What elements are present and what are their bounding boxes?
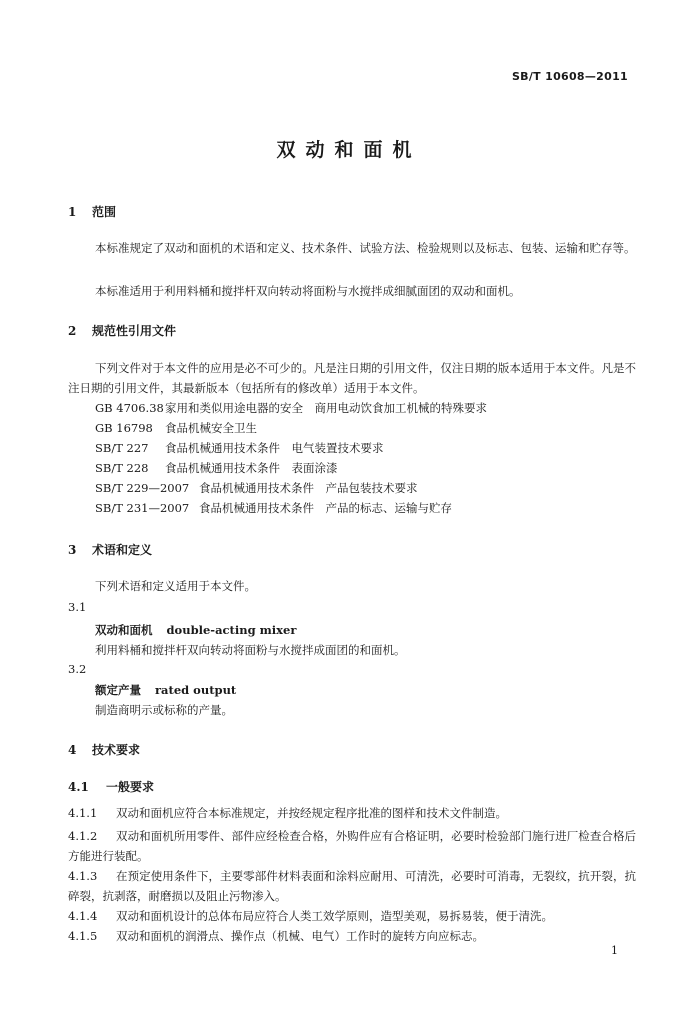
clause-text: 双动和面机的润滑点、操作点（机械、电气）工作时的旋转方向应标志。 <box>116 929 484 943</box>
section-number: 4 <box>68 743 77 757</box>
clause-text: 在预定使用条件下，主要零部件材料表面和涂料应耐用、可清洗，必要时可消毒，无裂纹，抗开裂，抗碎裂，抗剥落，耐磨损以及阻止污物渗入。 <box>68 869 636 903</box>
section-2-paragraph-1: 下列文件对于本文件的应用是必不可少的。凡是注日期的引用文件，仅注日期的版本适用于本文件。凡是不注日期的引用文件，其最新版本（包括所有的修改单）适用于本文件。 <box>68 361 636 395</box>
clause-4-1-4 <box>68 906 636 926</box>
section-title: 范围 <box>92 205 117 219</box>
reference-title: 家用和类似用途电器的安全 商用电动饮食加工机械的特殊要求 <box>165 401 487 415</box>
section-2-heading <box>68 322 176 339</box>
clause-4-1-3 <box>68 866 636 906</box>
section-3-paragraph-1: 下列术语和定义适用于本文件。 <box>95 579 256 593</box>
term-number: 3.2 <box>68 662 87 676</box>
clause-text: 双动和面机应符合本标准规定，并按经规定程序批准的图样和技术文件制造。 <box>116 806 507 820</box>
clause-number: 4.1.5 <box>68 929 98 943</box>
clause-number: 4.1.3 <box>68 869 98 883</box>
reference-item <box>95 460 338 476</box>
section-number: 3 <box>68 543 77 557</box>
page-number: 1 <box>611 944 618 957</box>
term-chinese: 额定产量 <box>95 683 141 697</box>
term-number: 3.1 <box>68 600 87 614</box>
subsection-number: 4.1 <box>68 780 89 794</box>
clause-number: 4.1.2 <box>68 829 98 843</box>
subsection-4-1-heading <box>68 778 154 795</box>
standard-code: SB/T 10608—2011 <box>511 70 628 83</box>
clause-4-1-5 <box>68 926 636 946</box>
section-number: 2 <box>68 324 77 338</box>
reference-title: 食品机械通用技术条件 表面涂漆 <box>165 461 338 475</box>
term-heading <box>95 622 296 638</box>
section-title: 技术要求 <box>92 743 141 757</box>
reference-title: 食品机械通用技术条件 产品包装技术要求 <box>199 481 418 495</box>
term-chinese: 双动和面机 <box>95 623 153 637</box>
reference-title: 食品机械安全卫生 <box>165 421 257 435</box>
reference-item <box>95 420 257 436</box>
section-1-heading <box>68 203 116 220</box>
reference-title: 食品机械通用技术条件 产品的标志、运输与贮存 <box>199 501 452 515</box>
term-definition: 利用料桶和搅拌杆双向转动将面粉与水搅拌成面团的和面机。 <box>95 643 406 657</box>
section-3-heading <box>68 541 152 558</box>
section-number: 1 <box>68 205 77 219</box>
section-title: 术语和定义 <box>92 543 153 557</box>
reference-code: SB/T 229—2007 <box>95 481 190 495</box>
reference-item <box>95 480 418 496</box>
reference-item <box>95 500 452 516</box>
reference-code: SB/T 228 <box>95 461 149 475</box>
section-title: 规范性引用文件 <box>92 324 177 338</box>
term-definition: 制造商明示或标称的产量。 <box>95 703 233 717</box>
section-1-paragraph-1: 本标准规定了双动和面机的术语和定义、技术条件、试验方法、检验规则以及标志、包装、运输和贮存等。 <box>95 241 636 255</box>
term-heading <box>95 682 236 698</box>
section-1-paragraph-2: 本标准适用于利用料桶和搅拌杆双向转动将面粉与水搅拌成细腻面团的双动和面机。 <box>95 284 521 298</box>
reference-item <box>95 440 384 456</box>
term-english: double-acting mixer <box>166 623 297 637</box>
clause-4-1-1 <box>68 803 636 823</box>
reference-code: SB/T 231—2007 <box>95 501 190 515</box>
reference-item <box>95 400 487 416</box>
reference-code: GB 16798 <box>95 421 153 435</box>
reference-code: GB 4706.38 <box>95 401 164 415</box>
term-english: rated output <box>155 683 237 697</box>
section-4-heading <box>68 741 140 758</box>
clause-text: 双动和面机所用零件、部件应经检查合格，外购件应有合格证明，必要时检验部门施行进厂检查合格后方能进行装配。 <box>68 829 636 863</box>
reference-code: SB/T 227 <box>95 441 149 455</box>
subsection-title: 一般要求 <box>106 780 155 794</box>
clause-4-1-2 <box>68 826 636 866</box>
clause-number: 4.1.1 <box>68 806 98 820</box>
clause-text: 双动和面机设计的总体布局应符合人类工效学原则，造型美观，易拆易装，便于清洗。 <box>116 909 553 923</box>
clause-number: 4.1.4 <box>68 909 98 923</box>
document-title: 双动和面机 <box>276 139 422 161</box>
reference-title: 食品机械通用技术条件 电气装置技术要求 <box>165 441 384 455</box>
